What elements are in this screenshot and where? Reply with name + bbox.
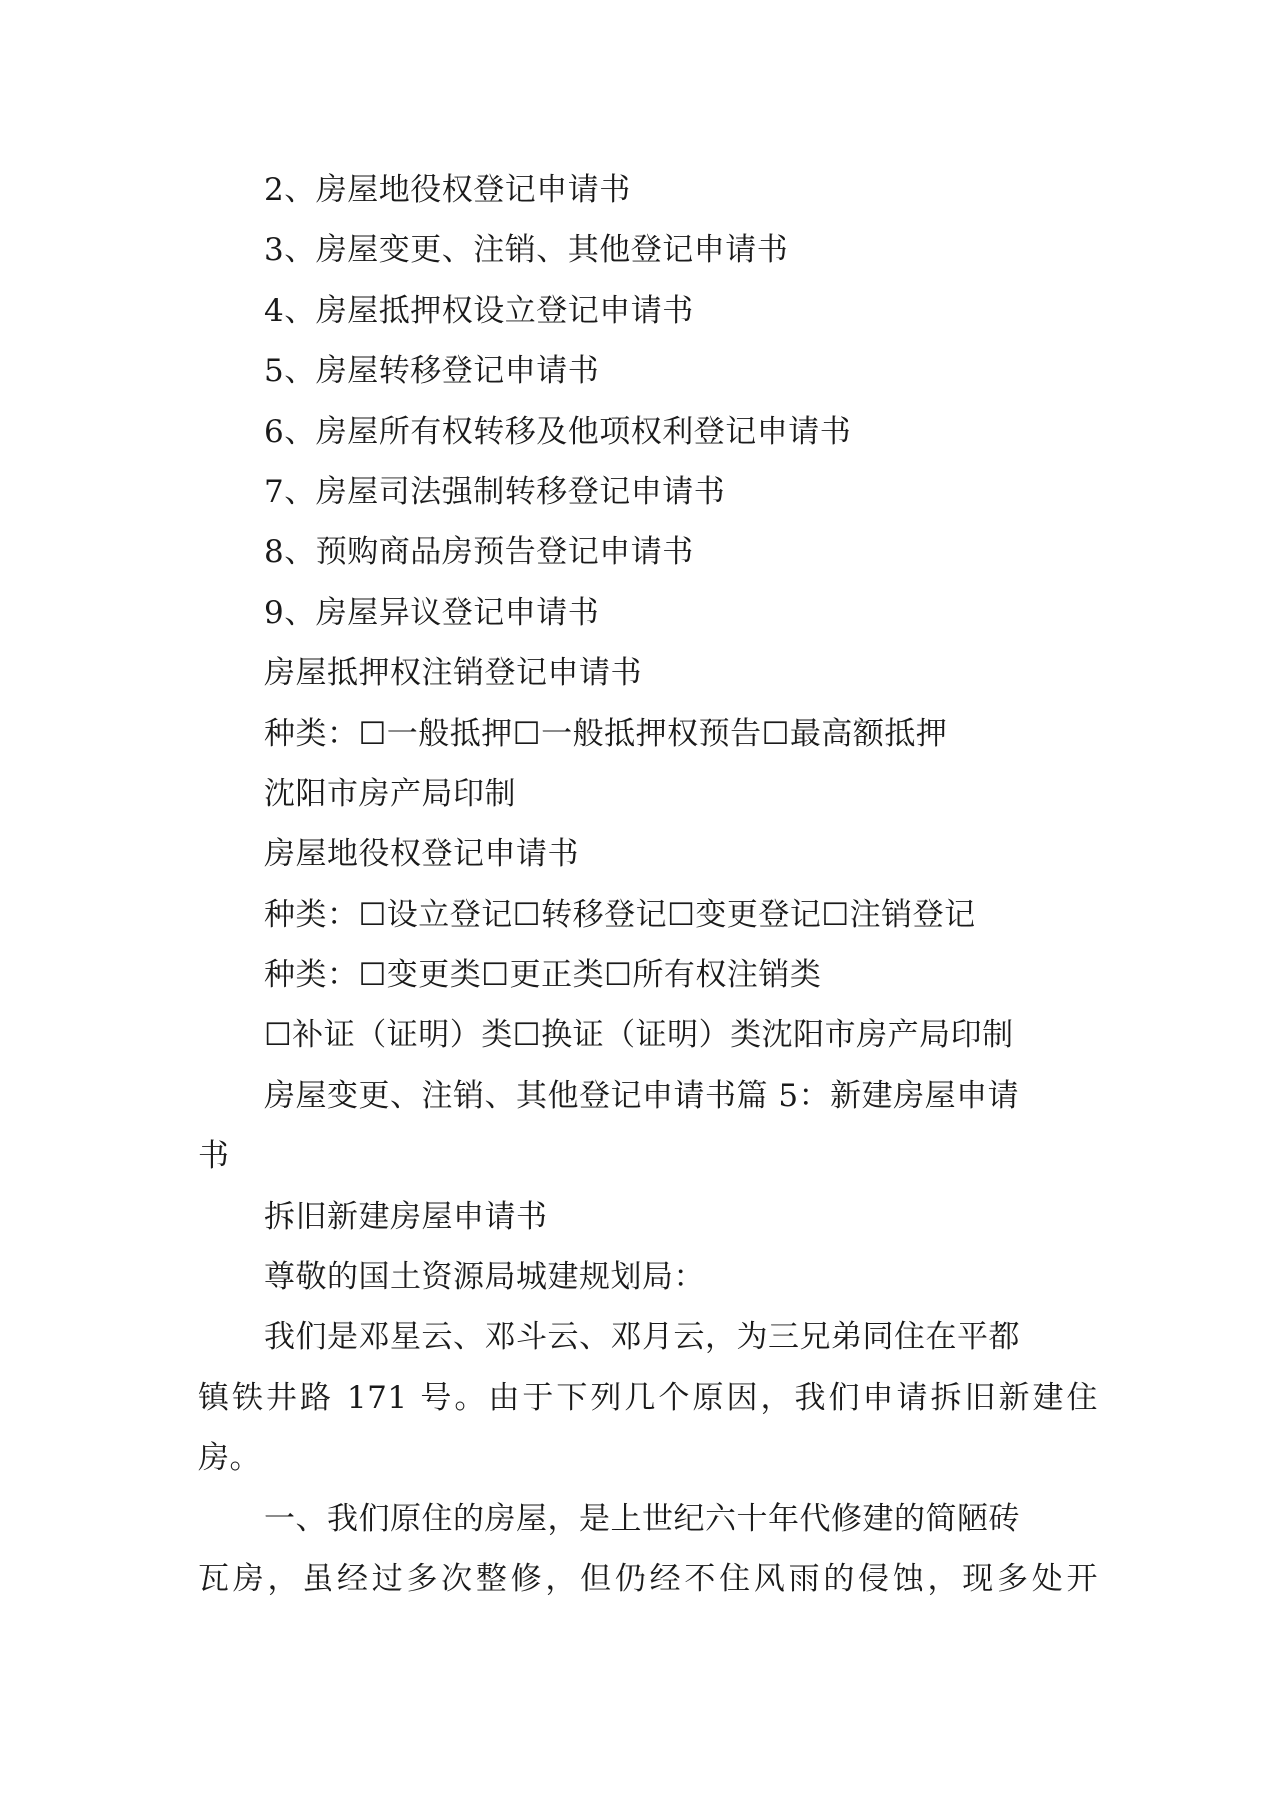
text-line: 8、预购商品房预告登记申请书: [264, 534, 694, 571]
text-line: 房屋抵押权注销登记申请书: [264, 655, 642, 692]
text-line: 7、房屋司法强制转移登记申请书: [264, 473, 726, 510]
text-line: ☐补证（证明）类☐换证（证明）类沈阳市房产局印制: [264, 1017, 1014, 1054]
document-page: [198, 160, 1098, 1609]
text-line: 2、房屋地役权登记申请书: [264, 172, 631, 208]
text-line: 9、房屋异议登记申请书: [264, 594, 600, 631]
text-line: 瓦房，虽经过多次整修，但仍经不住风雨的侵蚀，现多处开: [198, 1560, 1098, 1597]
text-line: 3、房屋变更、注销、其他登记申请书: [264, 232, 789, 269]
text-line: 镇铁井路 171 号。由于下列几个原因，我们申请拆旧新建住: [198, 1379, 1098, 1416]
text-line: 书: [198, 1138, 230, 1175]
text-line: 种类：☐变更类☐更正类☐所有权注销类: [264, 957, 822, 994]
text-line: 房屋变更、注销、其他登记申请书篇 5：新建房屋申请: [264, 1077, 1020, 1114]
text-line: 种类：☐设立登记☐转移登记☐变更登记☐注销登记: [264, 896, 976, 933]
text-line: 5、房屋转移登记申请书: [264, 353, 600, 390]
text-line: 种类：☐一般抵押☐一般抵押权预告☐最高额抵押: [264, 715, 948, 752]
text-line: 房屋地役权登记申请书: [264, 836, 579, 873]
text-line: 6、房屋所有权转移及他项权利登记申请书: [264, 413, 852, 450]
text-line: 尊敬的国土资源局城建规划局：: [264, 1259, 705, 1296]
text-line: 4、房屋抵押权设立登记申请书: [264, 292, 694, 329]
text-line: 我们是邓星云、邓斗云、邓月云，为三兄弟同住在平都: [264, 1319, 1020, 1356]
text-line: 拆旧新建房屋申请书: [264, 1198, 548, 1235]
text-line: 沈阳市房产局印制: [264, 775, 516, 812]
text-line: 一、我们原住的房屋，是上世纪六十年代修建的简陋砖: [264, 1500, 1020, 1537]
text-line: 房。: [198, 1440, 261, 1477]
